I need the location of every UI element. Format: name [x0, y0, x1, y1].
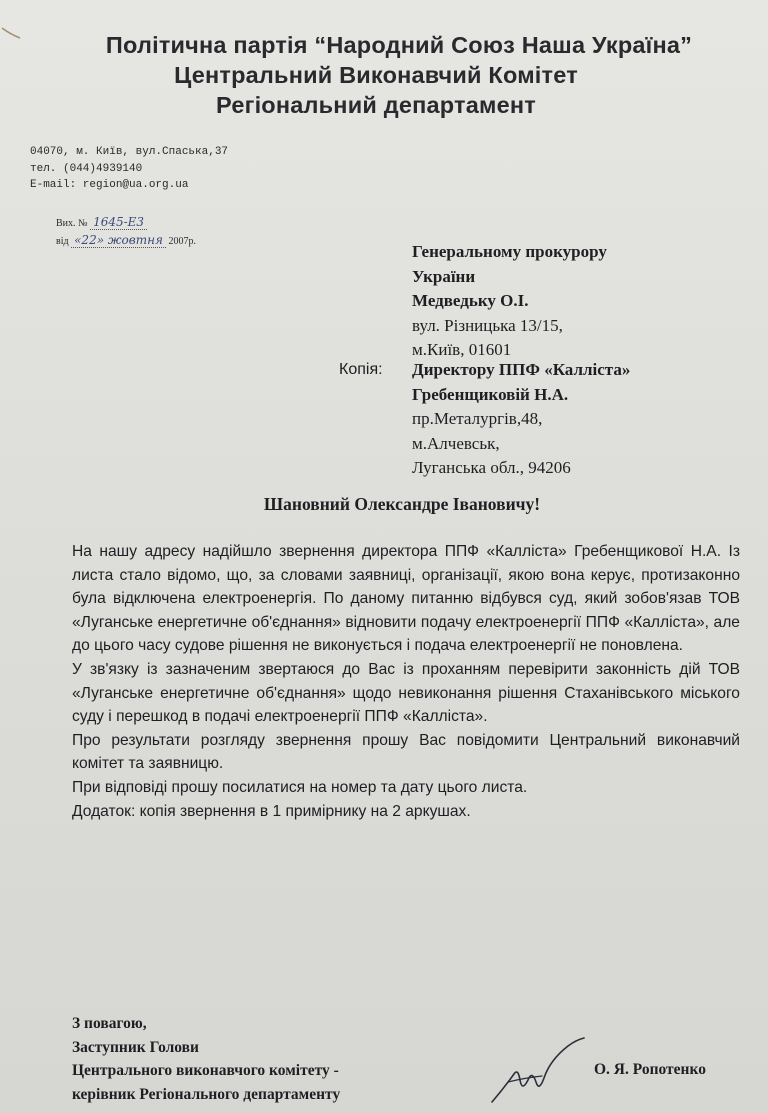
copy-recipient-title: Директору ППФ «Калліста» [412, 360, 631, 379]
signer-position: Заступник Голови [72, 1038, 199, 1056]
outgoing-number-block [56, 214, 196, 250]
letter-body [72, 540, 740, 823]
addressee-name: Медведьку О.І. [412, 291, 529, 310]
body-paragraph: На нашу адресу надійшло звернення директора ППФ «Калліста» Гребенщикової Н.А. Із листа стало відомо, що, за словами заявниці, організації, якою вона керує, протизаконно була відключена електроенергія. По даному питанню відбувся суд, який зобов'язав ТОВ «Луганське енергетичне об'єднання» відновити подачу електроенергії ППФ «Калліста», але до цього часу судове рішення не виконується і подача електроенергії не поновлена. [72, 543, 740, 655]
outgoing-year: 2007р. [168, 236, 196, 247]
corner-ink-mark [0, 0, 30, 40]
sender-contacts [30, 144, 228, 194]
signature-block [72, 1012, 340, 1106]
addressee-title: Генеральному прокурору [412, 242, 607, 261]
signer-position-3: керівник Регіонального департаменту [72, 1085, 341, 1103]
outgoing-date-value: «22» жовтня [71, 233, 166, 248]
sender-address: 04070, м. Київ, вул.Спаська,37 [30, 146, 229, 158]
addressee-country: України [412, 266, 476, 286]
body-paragraph: У зв'язку із зазначеним звертаюся до Вас із проханням перевірити законність дій ТОВ «Луганське енергетичне об'єднання» щодо невиконання рішення Стаханівського міського суду і перешкод в подачі електроенергії ППФ «Калліста». [72, 660, 740, 726]
addressee-block [412, 240, 607, 363]
sender-phone: тел. (044)4939140 [30, 162, 143, 175]
copy-recipient-city: м.Алчевськ, [412, 433, 500, 453]
outgoing-no-value: 1645-Е3 [90, 215, 147, 230]
outgoing-date-label: від [56, 236, 69, 247]
copy-recipient-region: Луганська обл., 94206 [412, 458, 571, 477]
addressee-street: вул. Різницька 13/15, [412, 315, 563, 335]
signer-name: О. Я. Ропотенко [594, 1061, 706, 1078]
sender-email: E-mail: region@ua.org.ua [30, 179, 189, 191]
copy-recipient-block [412, 358, 630, 481]
outgoing-no-label: Вих. № [56, 218, 88, 229]
body-paragraph: Про результати розгляду звернення прошу Вас повідомити Центральний виконавчий комітет та заявницю. [72, 731, 740, 773]
signer-position-2: Центрального виконавчого комітету - [72, 1062, 339, 1079]
letterhead-committee: Центральний Виконавчий Комітет [174, 62, 578, 88]
salutation: Шановний Олександре Івановичу! [263, 494, 541, 514]
closing: З повагою, [72, 1015, 147, 1032]
body-paragraph: При відповіді прошу посилатися на номер та дату цього листа. [72, 778, 528, 796]
letterhead [36, 30, 756, 120]
copy-recipient-name: Гребенщиковій Н.А. [412, 384, 569, 404]
letterhead-party: Політична партія “Народний Союз Наша Україна” [105, 32, 693, 58]
letterhead-department: Регіональний департамент [216, 92, 536, 118]
handwritten-signature [484, 1030, 594, 1110]
copy-recipient-street: пр.Металургів,48, [412, 409, 543, 428]
body-paragraph: Додаток: копія звернення в 1 примірнику на 2 аркушах. [72, 802, 471, 820]
addressee-city: м.Київ, 01601 [412, 340, 512, 359]
copy-label: Копія: [339, 361, 383, 378]
